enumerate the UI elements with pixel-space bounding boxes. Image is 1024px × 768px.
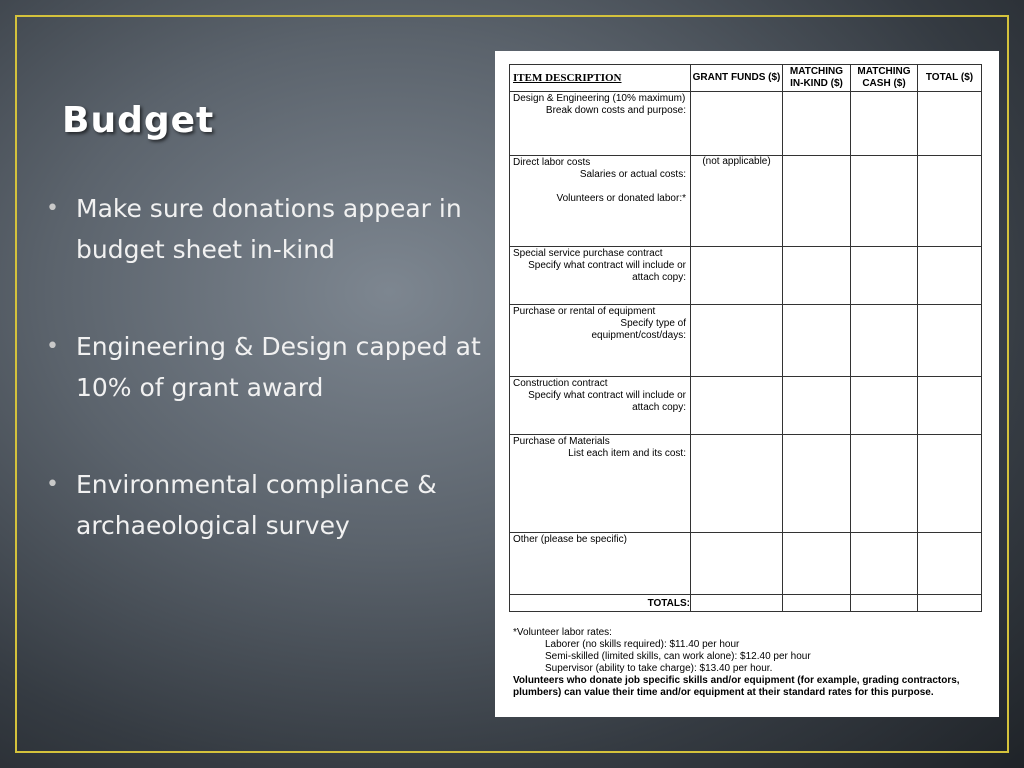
grant-funds-cell: [691, 595, 783, 612]
cash-cell: [851, 377, 918, 435]
row-category: Special service purchase contract: [513, 248, 663, 259]
cash-cell: [851, 92, 918, 156]
bullet-text: Make sure donations appear in budget sheet in-kind: [76, 194, 462, 264]
cash-cell: [851, 247, 918, 305]
header-total: TOTAL ($): [918, 65, 982, 92]
row-instruction: List each item and its cost:: [568, 448, 686, 459]
note-footer: Volunteers who donate job specific skills and/or equipment (for example, grading contractors, plumbers) can value their time and/or equipment at their standard rates for this purpose.: [513, 675, 960, 698]
in-kind-cell: [783, 435, 851, 533]
row-category: Construction contract: [513, 378, 608, 389]
row-instruction: Salaries or actual costs:: [579, 169, 686, 180]
rate-line: Supervisor (ability to take charge): $13.40 per hour.: [545, 663, 773, 674]
bullet-item: [46, 464, 486, 546]
item-cell: [510, 92, 691, 156]
totals-label: TOTALS:: [510, 595, 691, 612]
bullet-text: Engineering & Design capped at 10% of grant award: [76, 332, 481, 402]
item-cell: [510, 377, 691, 435]
grant-funds-cell: (not applicable): [691, 156, 783, 247]
cash-cell: [851, 533, 918, 595]
bullet-item: [46, 188, 486, 270]
bullet-dot-icon: •: [46, 196, 59, 221]
table-row: [510, 377, 982, 435]
item-cell: [510, 156, 691, 247]
table-row: [510, 92, 982, 156]
row-instruction: Break down costs and purpose:: [545, 105, 686, 116]
in-kind-cell: [783, 595, 851, 612]
in-kind-cell: [783, 533, 851, 595]
row-instruction: Specify what contract will include or attach copy:: [528, 390, 686, 413]
slide-title: Budget: [62, 100, 215, 141]
bullet-dot-icon: •: [46, 334, 59, 359]
rate-line: Laborer (no skills required): $11.40 per hour: [545, 639, 740, 650]
bullet-text: Environmental compliance & archaeological survey: [76, 470, 437, 540]
volunteer-rates-note: [513, 627, 983, 699]
table-row: [510, 247, 982, 305]
cash-cell: [851, 435, 918, 533]
in-kind-cell: [783, 377, 851, 435]
note-heading: *Volunteer labor rates:: [513, 627, 612, 638]
in-kind-cell: [783, 305, 851, 377]
grant-funds-cell: [691, 435, 783, 533]
budget-table: [509, 64, 982, 612]
in-kind-cell: [783, 156, 851, 247]
row-category: Direct labor costs: [513, 157, 591, 168]
row-instruction: Volunteers or donated labor:*: [556, 193, 686, 204]
total-cell: [918, 247, 982, 305]
item-cell: [510, 305, 691, 377]
header-matching-in-kind: MATCHING IN-KIND ($): [783, 65, 851, 92]
table-row: [510, 435, 982, 533]
cash-cell: [851, 305, 918, 377]
grant-funds-cell: [691, 533, 783, 595]
row-instruction: Specify what contract will include or attach copy:: [528, 260, 686, 283]
row-category: Purchase or rental of equipment: [513, 306, 656, 317]
row-category: Other (please be specific): [513, 534, 627, 545]
total-cell: [918, 533, 982, 595]
table-row: [510, 533, 982, 595]
budget-form-image: [495, 51, 999, 717]
header-matching-cash: MATCHING CASH ($): [851, 65, 918, 92]
total-cell: [918, 92, 982, 156]
row-category: Design & Engineering (10% maximum): [513, 93, 686, 104]
item-cell: [510, 247, 691, 305]
bullet-list: [46, 188, 486, 602]
total-cell: [918, 377, 982, 435]
header-grant-funds: GRANT FUNDS ($): [691, 65, 783, 92]
header-item-description: ITEM DESCRIPTION: [510, 65, 691, 92]
cash-cell: [851, 156, 918, 247]
totals-row: [510, 595, 982, 612]
grant-funds-cell: [691, 377, 783, 435]
table-row: [510, 156, 982, 247]
header-row: [510, 65, 982, 92]
total-cell: [918, 435, 982, 533]
item-cell: [510, 435, 691, 533]
in-kind-cell: [783, 92, 851, 156]
grant-funds-cell: [691, 305, 783, 377]
total-cell: [918, 305, 982, 377]
item-cell: [510, 533, 691, 595]
bullet-dot-icon: •: [46, 472, 59, 497]
grant-funds-cell: [691, 247, 783, 305]
row-category: Purchase of Materials: [513, 436, 610, 447]
total-cell: [918, 595, 982, 612]
grant-funds-cell: [691, 92, 783, 156]
cash-cell: [851, 595, 918, 612]
table-row: [510, 305, 982, 377]
row-instruction: Specify type of equipment/cost/days:: [591, 318, 686, 341]
total-cell: [918, 156, 982, 247]
rate-line: Semi-skilled (limited skills, can work alone): $12.40 per hour: [545, 651, 811, 662]
bullet-item: [46, 326, 486, 408]
in-kind-cell: [783, 247, 851, 305]
